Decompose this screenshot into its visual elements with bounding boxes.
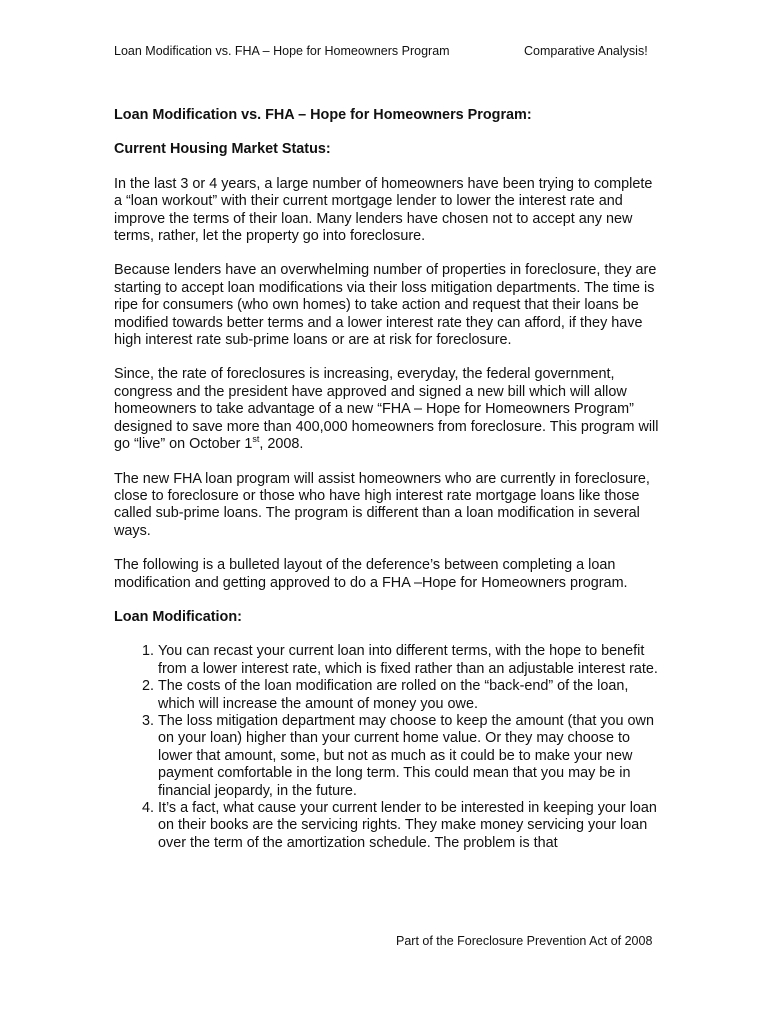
section-heading-loan-modification: Loan Modification: — [114, 608, 242, 625]
list-item: 3. The loss mitigation department may choose to keep the amount (that you own on your loan) higher than your current home value. Or they may choose to lower that amount, some, but not as much as it could be to make your new payment comfortable in the long term. This could mean that you may be in financial jeopardy, in the future. — [158, 713, 659, 800]
list-item: 1. You can recast your current loan into different terms, with the hope to benefit from a lower interest rate, which is fixed rather than an adjustable interest rate. — [158, 643, 659, 678]
page-footer: Part of the Foreclosure Prevention Act of 2008 — [396, 934, 653, 948]
list-item: 4. It’s a fact, what cause your current lender to be interested in keeping your loan on their books are the servicing rights. They make money servicing your loan over the term of the amortization schedule. The problem is that — [158, 800, 659, 852]
document-title: Loan Modification vs. FHA – Hope for Homeowners Program: — [114, 107, 532, 123]
paragraph-3-end: , 2008. — [259, 436, 304, 453]
ordinal-suffix: st — [252, 434, 260, 445]
document-body — [114, 107, 659, 852]
numbered-list — [114, 643, 659, 852]
paragraph-3 — [114, 366, 659, 453]
running-header-title: Loan Modification vs. FHA – Hope for Homeowners Program — [114, 44, 450, 58]
paragraph-3-text: Since, the rate of foreclosures is increasing, everyday, the federal government, congress and the president have approved and signed a new bill which will allow homeowners to take advantage of a new “FHA – Hope for Homeowners Program” designed to save more than 400,000 homeowners from foreclosure. This program will go “live” on October 1 — [114, 366, 659, 453]
section-heading-market-status: Current Housing Market Status: — [114, 141, 331, 158]
paragraph-4: The new FHA loan program will assist homeowners who are currently in foreclosure, close to foreclosure or those who have high interest rate mortgage loans like those called sub-prime loans. The program is different than a loan modification in several ways. — [114, 470, 650, 539]
paragraph-1: In the last 3 or 4 years, a large number of homeowners have been trying to complete a “loan workout” with their current mortgage lender to lower the interest rate and improve the terms of their loan. Many lenders have chosen not to accept any new terms, rather, let the property go into foreclosure. — [114, 175, 653, 245]
paragraph-2: Because lenders have an overwhelming number of properties in foreclosure, they are starting to accept loan modifications via their loss mitigation departments. The time is ripe for consumers (who own homes) to take action and request that their loans be modified towards better terms and a lower interest rate they can afford, if they have high interest rate sub-prime loans or are at risk for foreclosure. — [114, 262, 657, 349]
list-item: 2. The costs of the loan modification are rolled on the “back-end” of the loan, which will increase the amount of money you owe. — [158, 678, 659, 713]
running-header-label: Comparative Analysis! — [524, 44, 648, 58]
paragraph-5: The following is a bulleted layout of the deference’s between completing a loan modification and getting approved to do a FHA –Hope for Homeowners program. — [114, 557, 628, 591]
